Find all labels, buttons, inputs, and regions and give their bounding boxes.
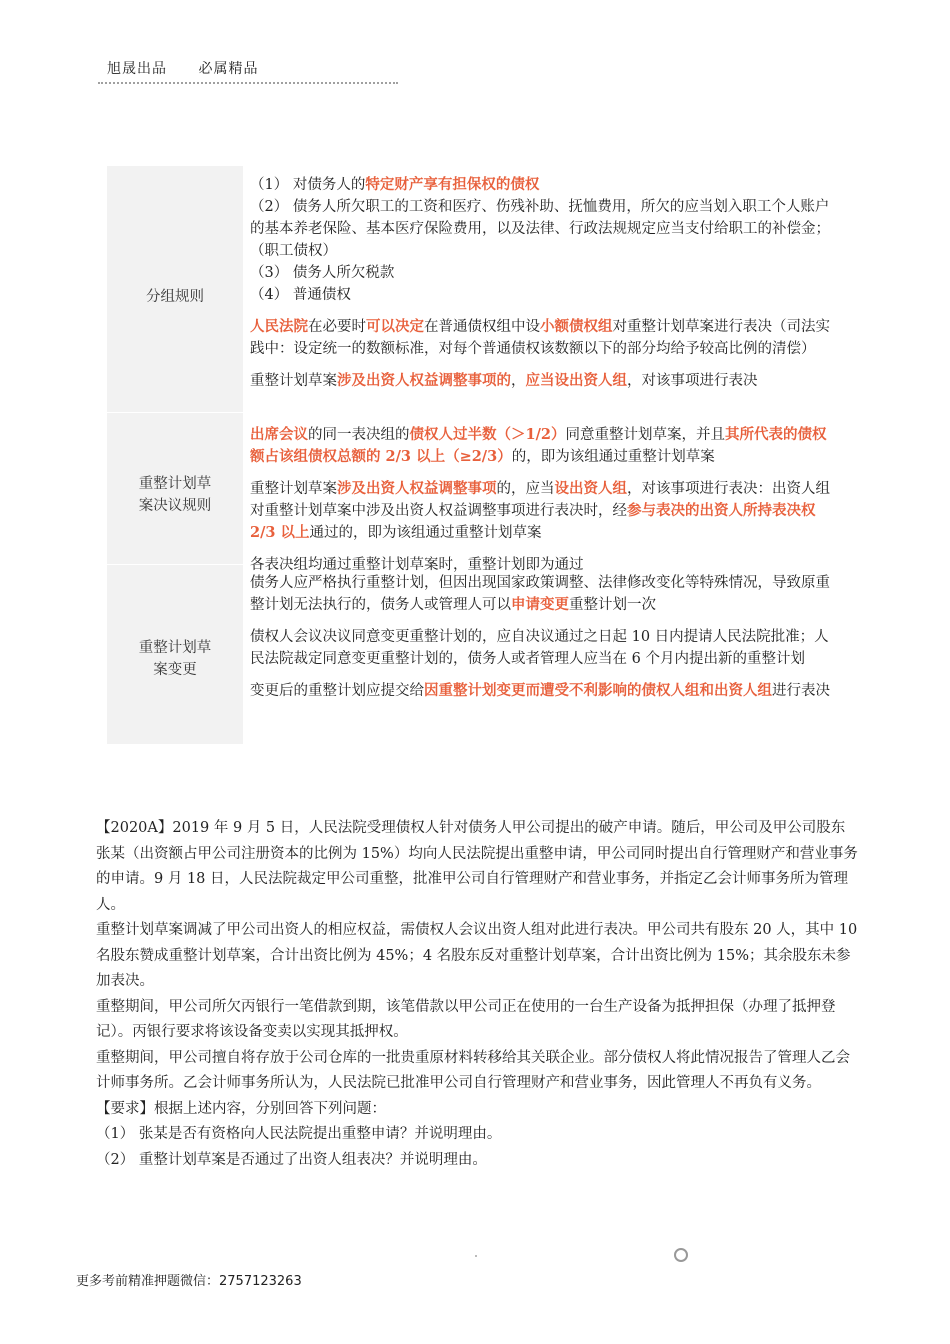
rule-text: 重整计划草案 — [250, 373, 337, 389]
rule-paragraph — [250, 370, 835, 392]
rule-text: 债务人应严格执行重整计划，但因出现国家政策调整、法律修改变化等特殊情况，导致原重整计划无法执行的，债务人或管理人可以 — [250, 575, 830, 613]
case-paragraph: 重整期间，甲公司擅自将存放于公司仓库的一批贵重原材料转移给其关联企业。部分债权人将此情况报告了管理人乙会计师事务所。乙会计师事务所认为，人民法院已批准甲公司自行管理财产和营业事务，因此管理人不再负有义务。 — [96, 1049, 850, 1091]
rule-paragraph — [250, 626, 835, 670]
highlight-text: 其所代表的债权额占该组债权总额的 2/3 以上（≥2/3） — [250, 426, 827, 465]
rule-text: 在必要时 — [308, 319, 366, 335]
highlight-text: 出席会议 — [250, 426, 308, 443]
highlight-text: 涉及出资人权益调整事项的 — [337, 372, 511, 389]
paragraph-gap — [250, 616, 835, 626]
cell-change — [250, 572, 835, 738]
highlight-text: 设出资人组 — [554, 480, 627, 497]
highlight-text: 小额债权组 — [540, 318, 613, 335]
rule-text: 各表决组均通过重整计划草案时，重整计划即为通过 — [250, 557, 584, 573]
rule-text: 对重整计划草案进行表决（司法实践中：设定统一的数额标准，对每个普通债权该数额以下的部分均给予较高比例的清偿） — [250, 319, 830, 357]
rule-text: ，对该事项进行表决：出资人组对重整计划草案中涉及出资人权益调整事项进行表决时，经 — [250, 481, 830, 519]
rule-text: （2） 债务人所欠职工的工资和医疗、伤残补助、抚恤费用，所欠的应当划入职工个人账户的基本养老保险、基本医疗保险费用，以及法律、行政法规规定应当支付给职工的补偿金；（职工债权） — [250, 199, 830, 259]
circle-mark-icon — [674, 1248, 688, 1262]
highlight-text: 应当设出资人组 — [525, 372, 627, 389]
rule-text: 债权人会议决议同意变更重整计划的，应自决议通过之日起 10 日内提请人民法院批准；人民法院裁定同意变更重整计划的，债务人或者管理人应当在 6 个月内提出新的重整计划 — [250, 629, 829, 667]
row-separator — [107, 412, 243, 413]
cell-voting — [250, 424, 835, 573]
rule-text: 的，应当 — [496, 481, 555, 497]
paragraph-gap — [250, 360, 835, 370]
rules-table — [107, 166, 842, 744]
rule-text: （3） 债务人所欠税款 — [250, 265, 395, 281]
rule-paragraph — [250, 174, 835, 196]
case-paragraph: （1） 张某是否有资格向人民法院提出重整申请？并说明理由。 — [96, 1126, 502, 1142]
rule-text: （1） 对债务人的 — [250, 177, 366, 193]
rule-text: 通过的，即为该组通过重整计划草案 — [309, 525, 542, 541]
paragraph-gap — [250, 544, 835, 554]
rule-paragraph — [250, 680, 835, 702]
rule-text: ， — [511, 373, 526, 389]
highlight-text: 债权人过半数（＞1/2） — [409, 426, 566, 443]
rule-paragraph — [250, 478, 835, 544]
rule-text: 重整计划一次 — [569, 597, 656, 613]
case-paragraph: 【2020A】2019 年 9 月 5 日，人民法院受理债权人针对债务人甲公司提出的破产申请。随后，甲公司及甲公司股东张某（出资额占甲公司注册资本的比例为 15%）均向人民法院提出重整申请，甲公司同时提出自行管理财产和营业事务的申请。9 月 18 日，人民法院裁定甲公司重整，批准甲公司自行管理财产和营业事务，并指定乙会计师事务所为管理人。 — [96, 820, 858, 913]
rule-paragraph — [250, 316, 835, 360]
case-paragraph: （2） 重整计划草案是否通过了出资人组表决？并说明理由。 — [96, 1151, 487, 1168]
paragraph-gap — [250, 670, 835, 680]
row-label-voting: 重整计划草案决议规则 — [138, 476, 212, 514]
rule-text: 在普通债权组中设 — [424, 319, 540, 335]
highlight-text: 申请变更 — [511, 596, 569, 613]
rule-text: 进行表决 — [772, 683, 830, 699]
paragraph-gap — [250, 306, 835, 316]
rule-paragraph — [250, 284, 835, 306]
highlight-text: 特定财产享有担保权的债权 — [365, 176, 540, 193]
rule-text: 变更后的重整计划应提交给 — [250, 683, 424, 699]
case-paragraph: 重整计划草案调减了甲公司出资人的相应权益，需债权人会议出资人组对此进行表决。甲公司共有股东 20 人，其中 10 名股东赞成重整计划草案，合计出资比例为 45%；4 名股东反对重整计划草案，合计出资比例为 15%；其余股东未参加表决。 — [96, 922, 858, 989]
rule-paragraph — [250, 572, 835, 616]
page-header — [107, 58, 284, 78]
case-study — [96, 816, 858, 1173]
rule-text: 的，即为该组通过重整计划草案 — [511, 449, 715, 465]
cell-grouping — [250, 174, 835, 410]
rule-paragraph — [250, 424, 835, 468]
speck — [475, 1255, 477, 1257]
highlight-text: 人民法院 — [250, 318, 308, 335]
paragraph-gap — [250, 468, 835, 478]
row-separator — [107, 564, 243, 565]
header-divider — [98, 82, 398, 88]
row-label-change: 重整计划草案变更 — [138, 640, 212, 678]
case-paragraph: 【要求】根据上述内容，分别回答下列问题： — [96, 1100, 386, 1117]
rule-text: （4） 普通债权 — [250, 287, 351, 303]
rule-text: ，对该事项进行表决 — [627, 373, 758, 389]
highlight-text: 涉及出资人权益调整事项 — [337, 480, 497, 497]
header-left: 旭晟出品 — [107, 61, 167, 77]
rule-text: 同意重整计划草案，并且 — [565, 427, 725, 443]
header-right: 必属精品 — [198, 61, 259, 77]
highlight-text: 参与表决的出资人所持表决权 2/3 以上 — [250, 502, 816, 541]
footer-contact: 更多考前精准押题微信：2757123263 — [76, 1274, 302, 1289]
row-label-grouping: 分组规则 — [146, 289, 204, 305]
highlight-text: 可以决定 — [366, 318, 424, 335]
rule-text: 的同一表决组的 — [308, 427, 410, 443]
rule-paragraph — [250, 196, 835, 262]
rule-paragraph — [250, 262, 835, 284]
case-paragraph: 重整期间，甲公司所欠丙银行一笔借款到期，该笔借款以甲公司正在使用的一台生产设备为抵押担保（办理了抵押登记）。丙银行要求将该设备变卖以实现其抵押权。 — [96, 998, 836, 1040]
highlight-text: 因重整计划变更而遭受不利影响的债权人组和出资人组 — [424, 682, 772, 699]
rule-text: 重整计划草案 — [250, 481, 337, 497]
